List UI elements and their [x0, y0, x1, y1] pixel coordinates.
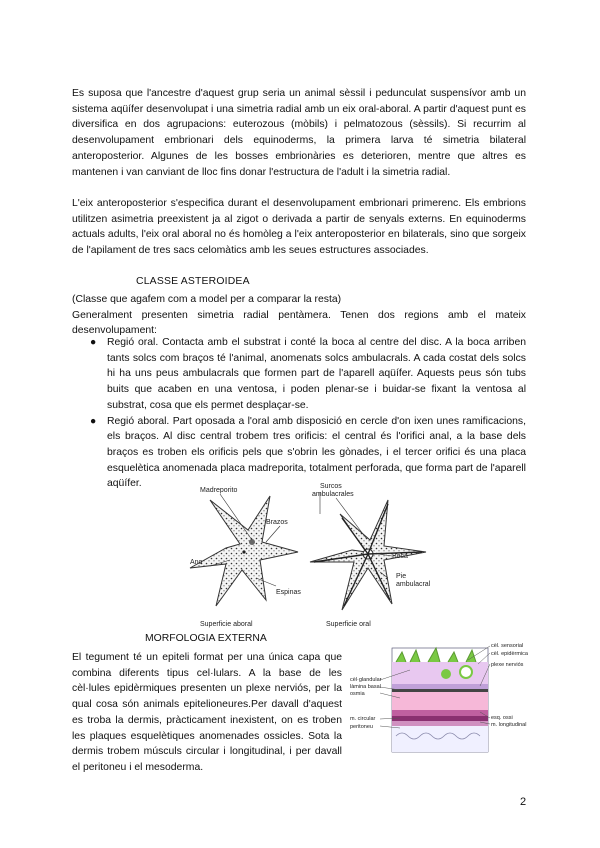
sensory-cell — [460, 666, 472, 678]
asteroidea-intro — [72, 292, 526, 339]
label-espinas: Espinas — [276, 589, 301, 596]
dermis-layer — [392, 692, 488, 710]
label-lamina-basal: làmina basal — [350, 684, 381, 690]
label-cel-glandular: cèl·glandular — [350, 677, 382, 683]
section-title-asteroidea: CLASSE ASTEROIDEA — [136, 276, 250, 287]
anus-mark — [242, 550, 245, 553]
label-brazos: Brazos — [266, 519, 288, 526]
label-esq-ossi: esq. ossi — [491, 715, 513, 721]
paragraph-ancestor: Es suposa que l'ancestre d'aquest grup seria un animal sèssil i pedunculat suspensívor amb un sistema aqüífer desenvolupat i una simetria radial amb un eix oral-aboral. A partir d'aquest punt es diversifica en dos agrupacions: euterozous (mòbils) i pelmatozous (sèssils). Si recurrim al desenvolupament embrionari dels equinoderms, la primera larva té simetria bilateral anteroposterior. Algunes de les bosses embrionàries es deterioren, mentre que altres es mantenen i van canviant de lloc fins donar l'estructura de l'adult i la simetria radial. — [72, 88, 526, 178]
label-osmia: osmia — [350, 691, 365, 697]
page-number: 2 — [520, 796, 527, 808]
label-superficie-aboral: Superficie aboral — [200, 621, 253, 628]
bullet-icon: ● — [90, 415, 97, 427]
basal-lamina-layer — [392, 689, 488, 692]
label-ano: Ano — [190, 559, 203, 566]
label-m-longitudinal: m. longitudinal — [491, 722, 527, 728]
bullet-icon: ● — [90, 337, 97, 348]
label-boca: Boca — [392, 553, 408, 560]
asteroidea-subtitle: (Classe que agafem com a model per a comparar la resta) — [72, 294, 342, 305]
region-list — [72, 335, 526, 492]
label-ambulacrales: ambulacrales — [312, 491, 354, 498]
nerve-plexus-layer — [392, 684, 488, 689]
paragraph-tegument: El tegument té un epiteli format per una única capa que combina diferents tipus cel·lulars. A la base de les cèl·lules epidèrmiques presenten un plexe nerviós, per la qual cosa són animals epitelioneures.Per davall d'aquest es troba la dermis, pràcticament inexistent, on es troben les plaques esquelètiques anomenades ossicles. Sota la dermis trobem músculs circular i longitudinal, i per davall el peritoneu i el mesoderma. — [72, 652, 342, 773]
list-item-text: Regió oral. Contacta amb el substrat i conté la boca al centre del disc. A la boca arriben tants solcs com braços té l'animal, anomenats solcs ambulacrals. A cada costat dels solcs hi ha uns peus ambulacrals que formen part de l'aparell aqüífer. Aquests peus són tubs buits que acaben en una ventosa, i poden plenar-se i buidar-se fixant la ventosa al substrat, cosa que els permet desplaçar-se. — [107, 337, 526, 411]
label-madreporito: Madreporito — [200, 487, 238, 494]
gland-cell — [441, 669, 451, 679]
epidermis-layer — [392, 662, 488, 684]
label-cel-epidermica: cèl. epidèrmica — [491, 651, 528, 657]
list-item-aboral — [72, 414, 526, 493]
section-title-morfologia: MORFOLOGIA EXTERNA — [145, 633, 267, 644]
label-surcos: Surcos — [320, 483, 342, 490]
label-pie: Pie — [396, 573, 407, 580]
asteroidea-intro-text: Generalment presenten simetria radial pentàmera. Tenen dos regions amb el mateix desenvolupament: — [72, 309, 526, 337]
list-item-oral — [72, 335, 526, 414]
label-peritoneu: peritoneu — [350, 724, 373, 730]
label-plexe-nervios: plexe nerviós — [491, 662, 524, 668]
longitudinal-muscle-layer — [392, 721, 488, 726]
label-cel-sensorial: cèl. sensorial — [491, 643, 524, 649]
label-superficie-oral: Superficie oral — [326, 621, 371, 628]
list-item-text: Regió aboral. Part oposada a l'oral amb disposició en cercle d'on ixen unes ramificacions, els braços. Al disc central trobem tres orificis: el central és l'orifici anal, a la base dels braços es troben els orificis pels que s'obrin les gònades, i el tercer orifici és una placa esquelètica anomenada placa madreporita, totalment perforada, que forma part de l'aparell aqüífer. — [107, 415, 526, 490]
ossicle-layer — [392, 710, 488, 716]
label-m-circular: m. circular — [350, 716, 376, 722]
starfish-figure — [170, 482, 432, 630]
body-wall-figure — [350, 640, 528, 762]
label-ambulacral: ambulacral — [396, 581, 431, 588]
circular-muscle-layer — [392, 716, 488, 721]
paragraph-axis: L'eix anteroposterior s'especifica durant el desenvolupament embrionari primerenc. Els embrions utilitzen asimetria preexistent ja al zigot o derivada a partir de senyals externs. En equinoderms actuals adults, l'eix oral aboral no és homòleg a l'eix anteroposterior en bilaterals, sino que sorgeix de l'apilament de tres sacs celomàtics amb les seues estructures associades. — [72, 198, 526, 257]
